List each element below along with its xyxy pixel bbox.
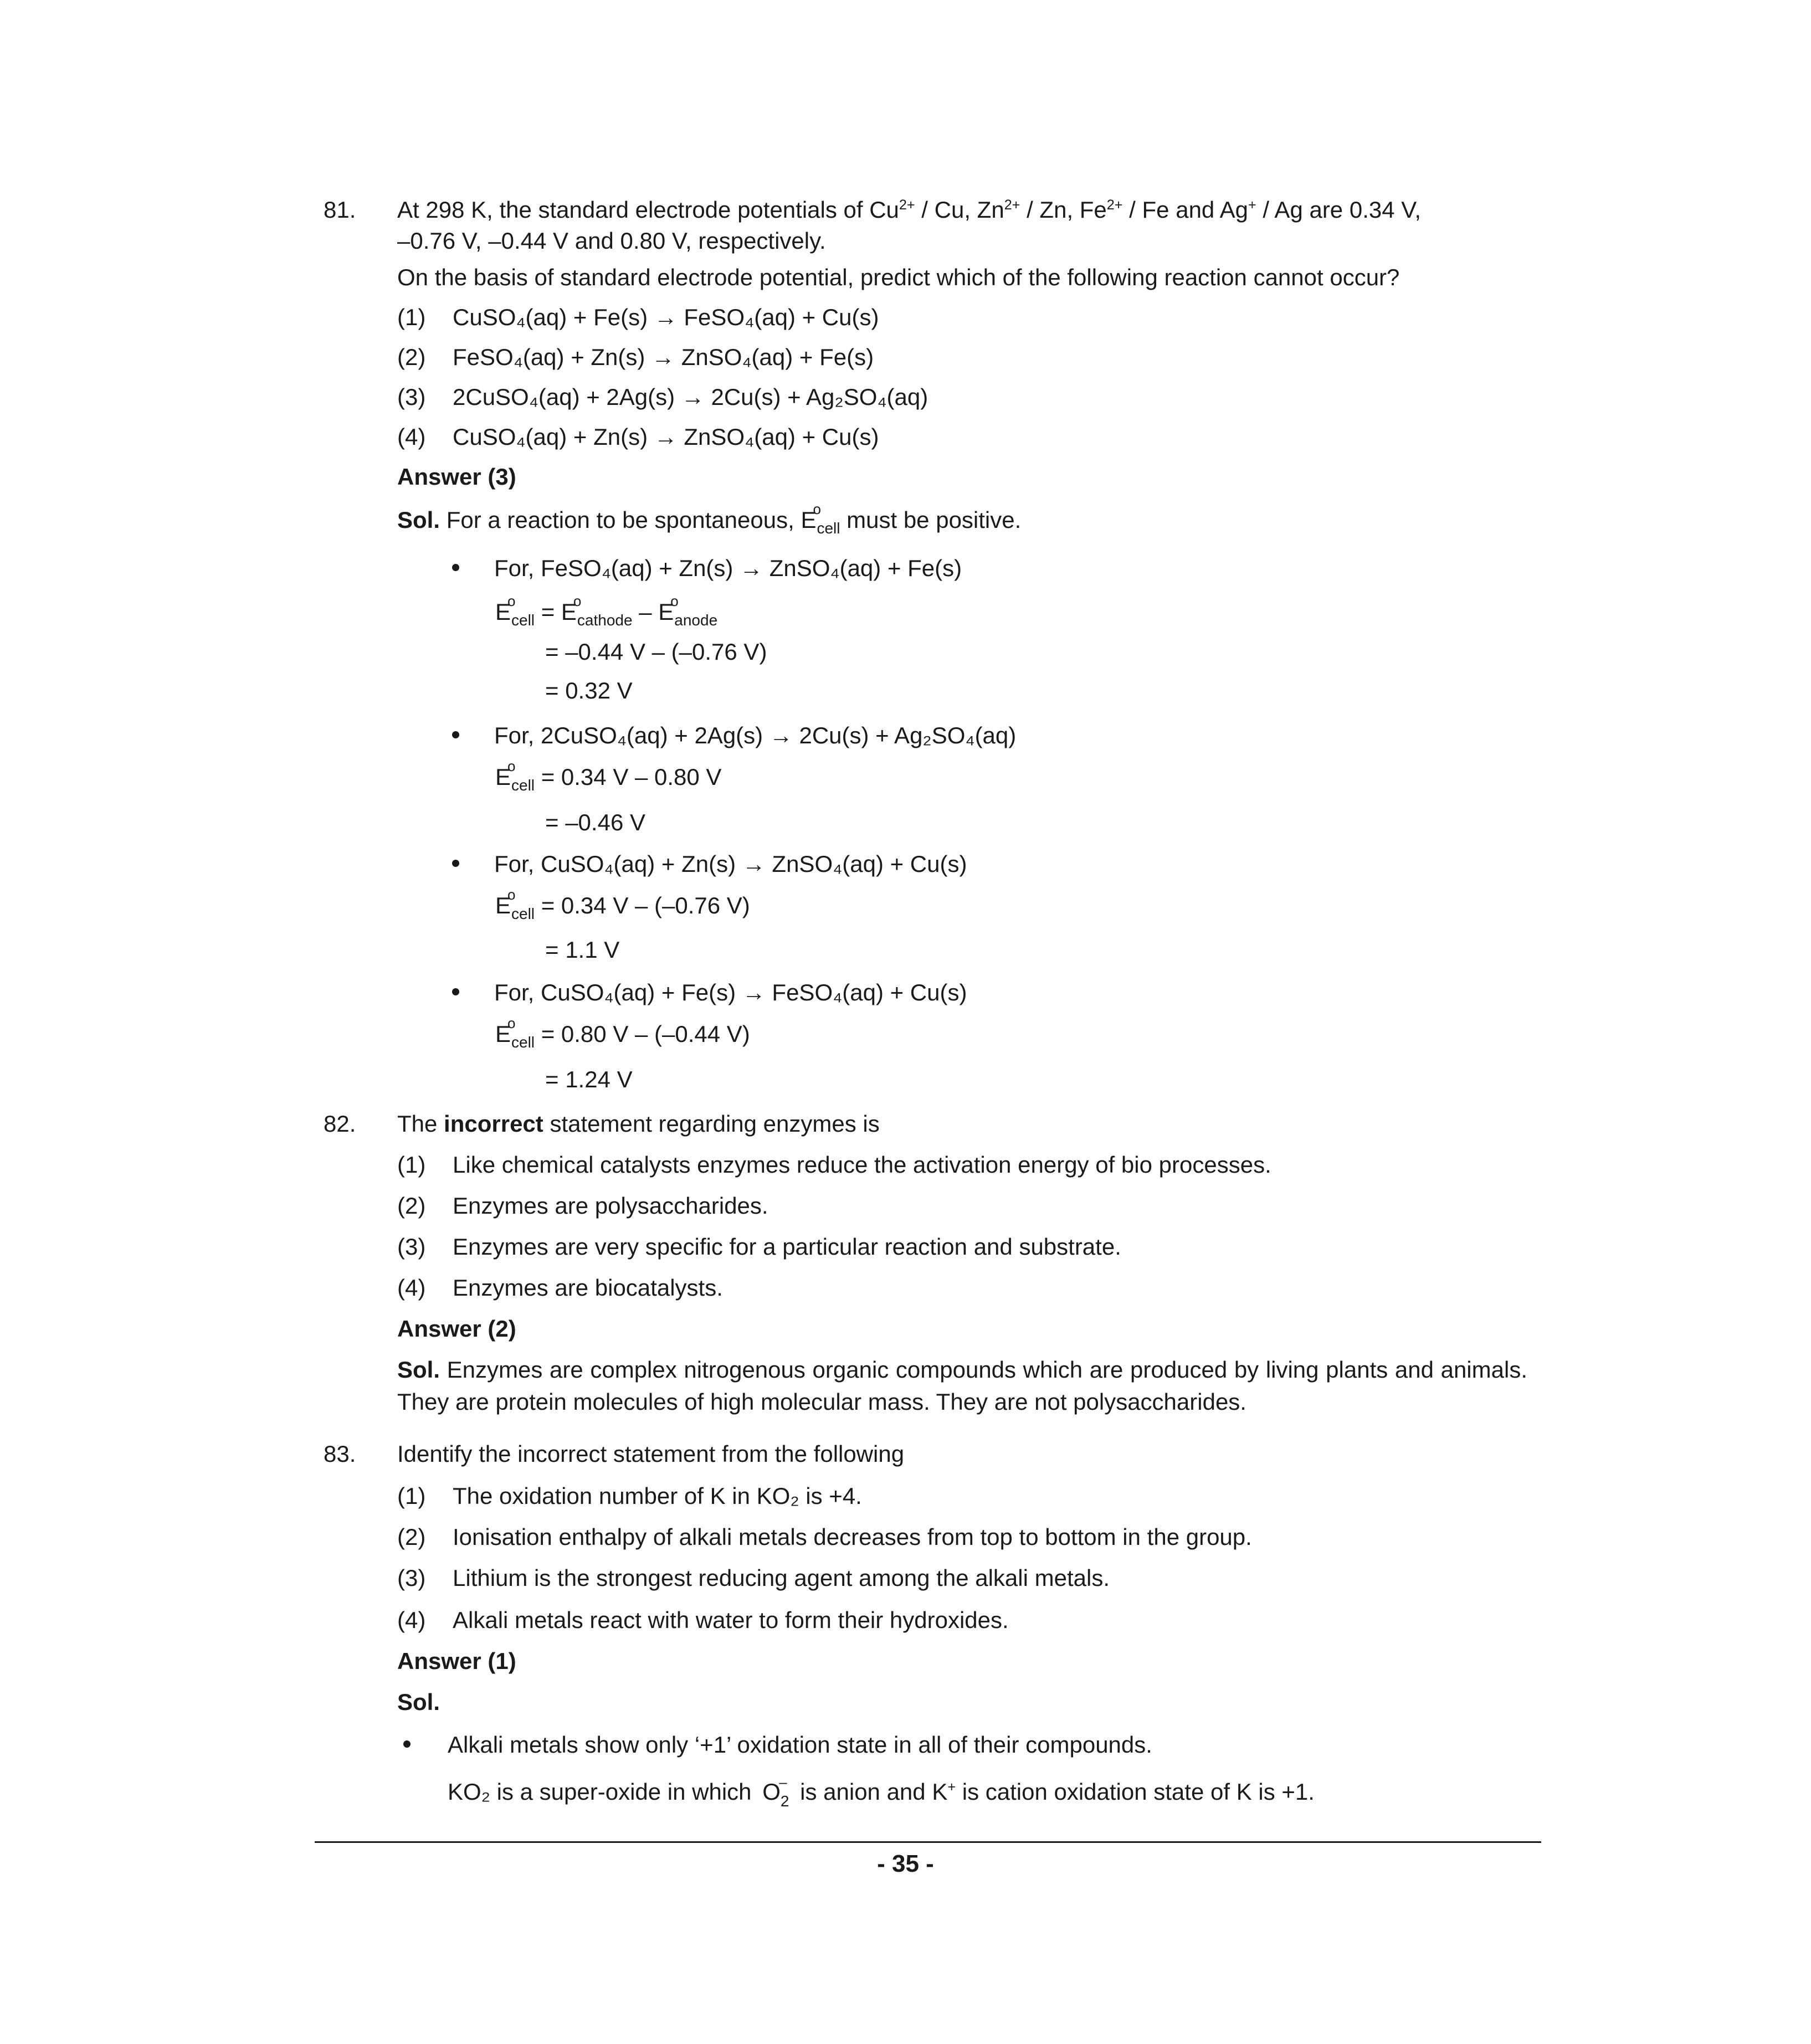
question-82-number: 82. — [324, 1111, 356, 1137]
question-81-stem-line2: –0.76 V, –0.44 V and 0.80 V, respectively. — [397, 228, 826, 254]
bullet-dot — [403, 1740, 411, 1748]
bullet-dot — [452, 731, 459, 738]
q82-option-2: (2) Enzymes are polysaccharides. — [397, 1193, 768, 1219]
q82-option-3: (3) Enzymes are very specific for a particular reaction and substrate. — [397, 1234, 1121, 1260]
q81-b2-result: = –0.46 V — [545, 809, 645, 835]
q81-option-4: (4) CuSO₄(aq) + Zn(s) → ZnSO₄(aq) + Cu(s) — [397, 424, 879, 450]
question-82-stem: The incorrect statement regarding enzymes is — [397, 1111, 880, 1137]
question-81-stem-line3: On the basis of standard electrode potential, predict which of the following reaction cannot occur? — [397, 264, 1400, 290]
q82-solution: Sol. Enzymes are complex nitrogenous organic compounds which are produced by living plants and animals. They are protein molecules of high molecular mass. They are not polysaccharides. — [397, 1357, 1527, 1415]
q81-b4-formula: E o $_{cell}$ = 0.80 V – (–0.44 V) — [495, 1015, 750, 1051]
q83-answer: Answer (1) — [397, 1648, 516, 1674]
q81-b1-formula: E o $_{cell}$ = E o $_{cathode}$ – E o $_{anode}$ — [495, 593, 718, 629]
q81-answer: Answer (3) — [397, 464, 516, 490]
q82-option-4: (4) Enzymes are biocatalysts. — [397, 1275, 723, 1301]
q81-b2-formula: E o $_{cell}$ = 0.34 V – 0.80 V — [495, 758, 722, 794]
q81-solution-intro: Sol. For a reaction to be spontaneous, E o $_{cell}$ must be positive. — [397, 501, 1022, 537]
page-number: - 35 - — [877, 1850, 934, 1877]
question-83-stem: Identify the incorrect statement from the following — [397, 1441, 905, 1467]
q81-b1-step2: = –0.44 V – (–0.76 V) — [545, 639, 767, 665]
q81-option-3: (3) 2CuSO₄(aq) + 2Ag(s) → 2Cu(s) + Ag₂SO₄(aq) — [397, 384, 928, 410]
q83-superoxide-note: KO₂ is a super-oxide in which O – $_2$ is anion and K+ is cation oxidation state of K is +1. — [448, 1774, 1315, 1810]
q81-b3-formula: E o $_{cell}$ = 0.34 V – (–0.76 V) — [495, 886, 750, 922]
question-81-stem-line1: At 298 K, the standard electrode potentials of $Cu^{2+}$ / Cu, $Zn^{2+}$ / Zn, $Fe^{2+}$ / Fe and Ag+ / Ag are 0.34 V, — [397, 197, 1422, 223]
q81-b1-result: = 0.32 V — [545, 677, 633, 703]
q83-option-4: (4) Alkali metals react with water to form their hydroxides. — [397, 1607, 1009, 1633]
q82-option-1: (1) Like chemical catalysts enzymes reduce the activation energy of bio processes. — [397, 1152, 1271, 1178]
e-cell-symbol: E o $_{cell}$ — [801, 501, 840, 537]
q83-option-2: (2) Ionisation enthalpy of alkali metals decreases from top to bottom in the group. — [397, 1524, 1252, 1550]
document-page: 81. At 298 K, the standard electrode potentials of $Cu^{2+}$ / Cu, $Zn^{2+}$ / Zn, $Fe^{2+}$ / Fe and Ag+ / Ag are 0.34 V, –0.76 V, –0.44 V and 0.80 V, respectively. On the basis of standard electrode potential, predict which of the following reaction cannot occur? (1) CuSO₄(aq) + Fe(s) → FeSO₄(aq) + Cu(s) (2) FeSO₄(aq) + Zn(s) → ZnSO₄(aq) + Fe(s) (3) 2CuSO₄(aq) + 2Ag(s) → 2Cu(s) + Ag₂SO₄(aq) (4) CuSO₄(aq) + Zn(s) → ZnSO₄(aq) + Cu(s) Answer (3) Sol. For a reaction to be spontaneous, E o $_{cell}$ must be positive. For, FeSO₄(aq) + Zn(s) → ZnSO₄(aq) + Fe(s) E o $_{cell}$ = E o $_{cathode}$ – E o $_{anode}$ = –0.44 V – (–0.76 V) = 0.32 V For, 2CuSO₄(aq) + 2Ag(s) → 2Cu(s) + Ag₂SO₄(aq) E o $_{cell}$ = 0.34 V – 0.80 V = –0.46 V For, CuSO₄(aq) + Zn(s) → ZnSO₄(aq) + Cu(s) E o $_{cell}$ = 0.34 V – (–0.76 V) = 1.1 V For, CuSO₄(aq) + Fe(s) → FeSO₄(aq) + Cu(s) E o $_{cell}$ = 0.80 V – (–0.44 V) = 1.24 V 82. The incorrect statement regarding enzymes is (1) Like chemical catalysts enzymes reduce the activation energy of bio processes. (2) Enzymes are polysaccharides. (3) Enzymes are very specific for a particular reaction and substrate. (4) Enzymes are biocatalysts. Answer (2) Sol. Enzymes are complex nitrogenous organic compounds which are produced by living plants and animals. They are protein molecules of high molecular mass. They are not polysaccharides. 83. Identify the incorrect statement from the following (1) The oxidation number of K in KO₂ is +4. (2) Ionisation enthalpy of alkali metals decreases from top to bottom in the group. (3) Lithium is the strongest reducing agent among the alkali metals. (4) Alkali metals react with water to form their hydroxides. Answer (1) Sol. Alkali metals show only ‘+1’ oxidation state in all of their compounds. KO₂ is a super-oxide in which O – $_2$ is anion and K+ is cation oxidation state of K is +1. - 35 - — [0, 0, 1811, 2044]
bullet-dot — [452, 564, 459, 571]
bullet-dot — [452, 860, 459, 867]
footer-divider — [315, 1841, 1541, 1843]
q81-b3-result: = 1.1 V — [545, 937, 620, 963]
q83-option-3: (3) Lithium is the strongest reducing agent among the alkali metals. — [397, 1565, 1110, 1591]
q81-option-2: (2) FeSO₄(aq) + Zn(s) → ZnSO₄(aq) + Fe(s) — [397, 344, 874, 370]
q81-option-1: (1) CuSO₄(aq) + Fe(s) → FeSO₄(aq) + Cu(s) — [397, 304, 879, 330]
q81-b4-result: = 1.24 V — [545, 1066, 633, 1092]
bullet-dot — [452, 988, 459, 995]
q82-answer: Answer (2) — [397, 1316, 516, 1342]
q83-solution-label: Sol. — [397, 1689, 440, 1715]
q83-option-1: (1) The oxidation number of K in KO₂ is +4. — [397, 1483, 862, 1509]
question-83-number: 83. — [324, 1441, 356, 1467]
question-81-number: 81. — [324, 197, 356, 223]
